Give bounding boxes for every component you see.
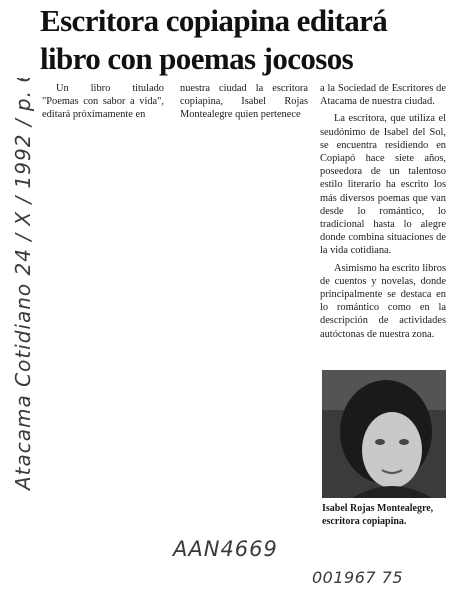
margin-note-text: Atacama Cotidiano 24 / X / 1992 / p. 6	[11, 78, 35, 490]
column-1-text: Un libro titulado "Poemas con sabor a vida", editará próximamente en	[42, 83, 164, 121]
handwritten-margin-note	[4, 78, 40, 498]
headline-line-2: libro con poemas jocosos	[40, 41, 354, 76]
column-3-paragraph-1: a la Sociedad de Escritores de Atacama de nuestra ciudad.	[320, 83, 446, 108]
article-column-3	[320, 82, 446, 345]
column-3-paragraph-2: La escritora, que utiliza el seudónimo de Isabel del Sol, se encuentra residiendo en Copiapó hace siete años, poseedora de un talentoso estilo literario ha escrito los más diversos poemas que van desde lo romántico, lo tradicional hasta lo alegre donde combina situaciones de la vida cotidiana.	[320, 113, 446, 257]
archive-number: 001967 75	[312, 568, 404, 587]
column-2-text: nuestra ciudad la escritora copiapina, Isabel Rojas Montealegre quien pertenece	[180, 83, 308, 121]
caption-line-1: Isabel Rojas Montealegre,	[322, 503, 434, 514]
column-3-paragraph-3: Asimismo ha escrito libros de cuentos y novelas, donde principalmente se destaca en lo romántico como en la descripción de actividades autóctonas de nuestra zona.	[320, 262, 446, 340]
article-column-2	[180, 82, 308, 126]
headline-line-1: Escritora copiapina editará	[40, 3, 388, 38]
headline	[40, 2, 462, 78]
archive-code: AAN4669	[173, 537, 278, 561]
caption-line-2: escritora copiapina.	[322, 515, 407, 527]
article-column-1	[42, 82, 164, 126]
portrait-photo	[322, 370, 446, 498]
portrait-image	[322, 370, 446, 498]
photo-caption	[322, 503, 450, 528]
